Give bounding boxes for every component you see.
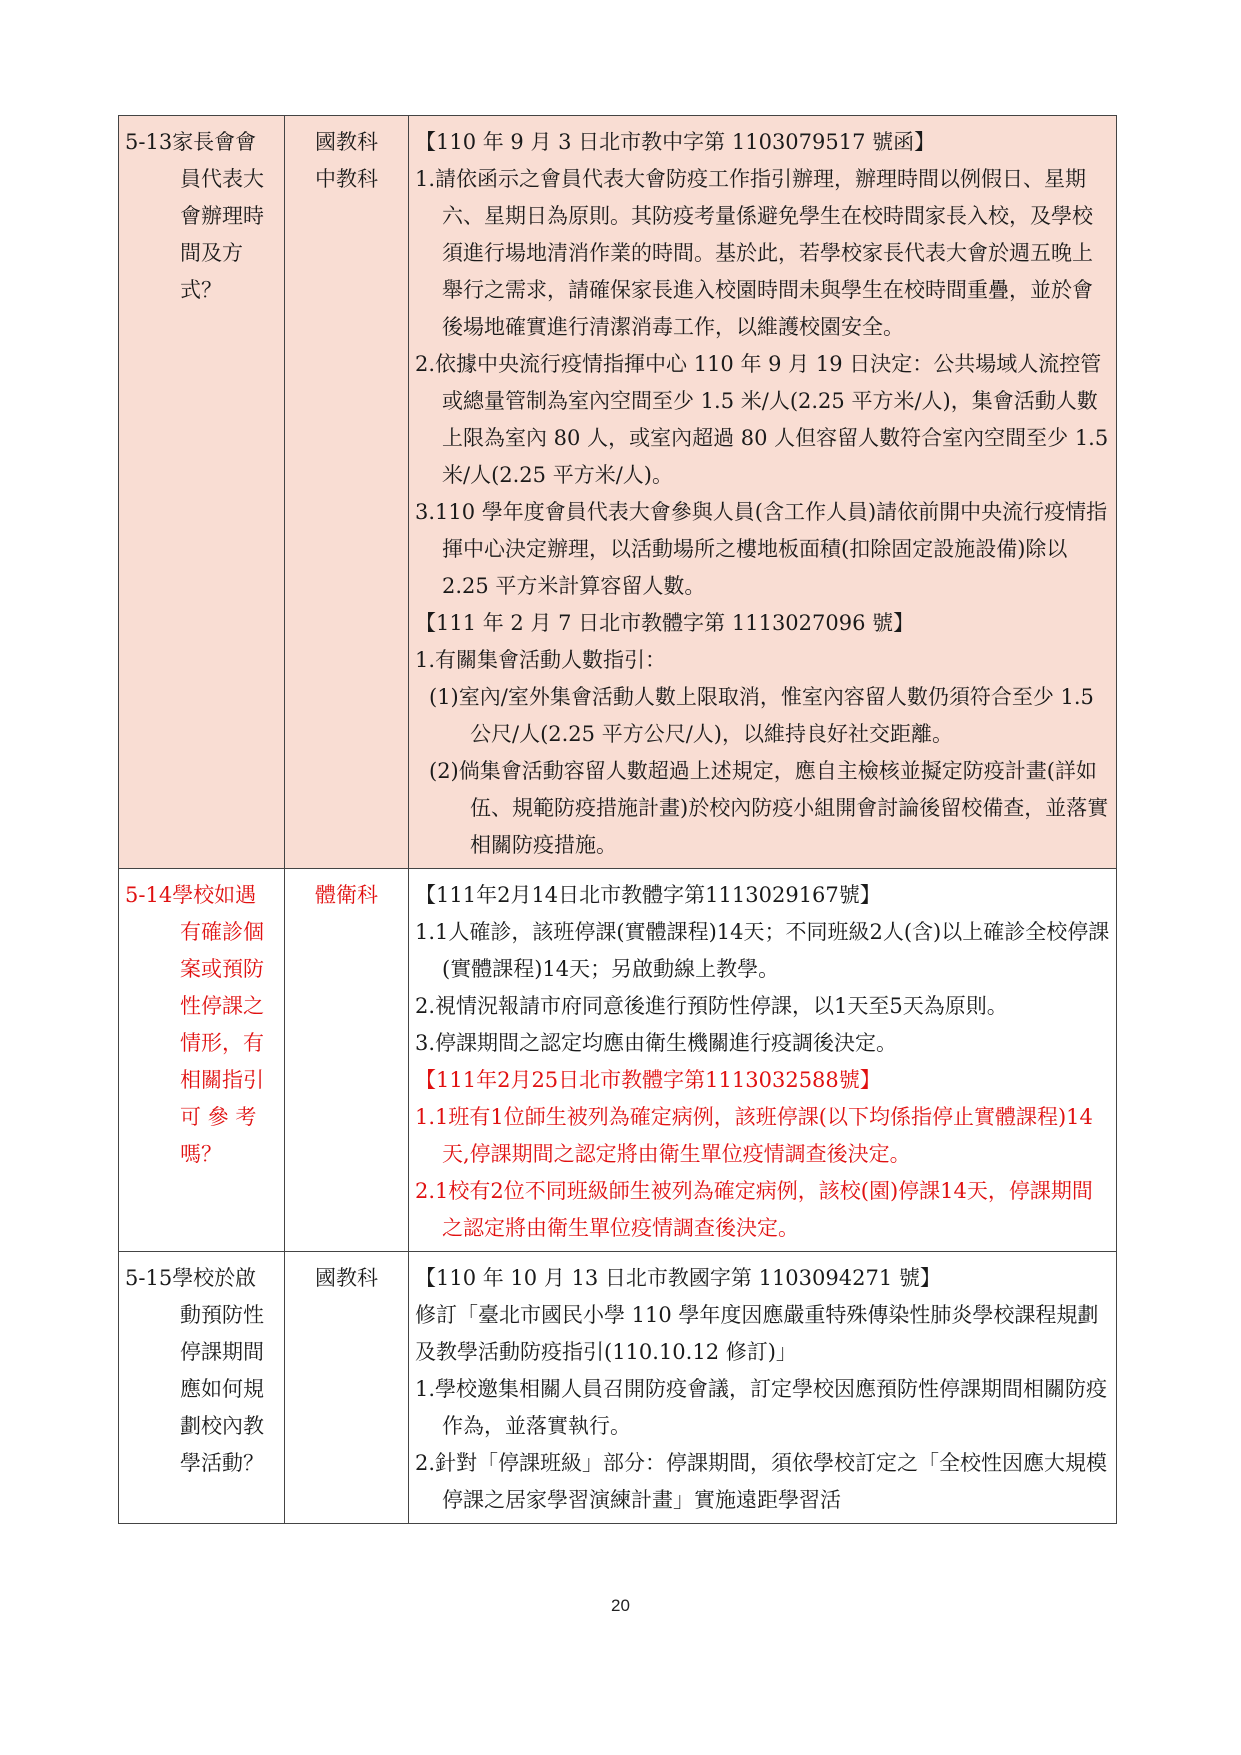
question-text-line: 應如何規 <box>180 1377 264 1401</box>
question-text-line: 案或預防 <box>180 957 264 981</box>
question-text-line: 會辦理時 <box>180 204 264 228</box>
department-cell <box>285 869 409 1252</box>
document-reference: 【111年2月14日北市教體字第1113029167號】 <box>415 883 881 907</box>
answer-item: 1.1班有1位師生被列為確定病例，該班停課(以下均係指停止實體課程)14天,停課期間之認定將由衛生單位疫情調查後決定。 <box>415 1105 1093 1166</box>
document-reference: 【111 年 2 月 7 日北市教體字第 1113027096 號】 <box>415 611 915 635</box>
question-text-line: 式？ <box>180 278 222 302</box>
question-heading <box>125 1266 256 1290</box>
table-row <box>119 116 1117 869</box>
answer-item: 1.1人確診，該班停課(實體課程)14天；不同班級2人(含)以上確診全校停課(實體課程)14天；另啟動線上教學。 <box>415 920 1110 981</box>
answer-item: 3.停課期間之認定均應由衛生機關進行疫調後決定。 <box>415 1031 898 1055</box>
question-text-line: 情形，有 <box>180 1031 264 1055</box>
faq-table-body <box>119 116 1117 1524</box>
question-text-line: 性停課之 <box>180 994 264 1018</box>
question-heading <box>125 130 256 154</box>
question-text-line: 動預防性 <box>180 1303 264 1327</box>
question-text-line: 學活動？ <box>180 1451 264 1475</box>
question-text-line: 停課期間 <box>180 1340 264 1364</box>
answer-item: 2.針對「停課班級」部分：停課期間，須依學校訂定之「全校性因應大規模停課之居家學習演練計畫」實施遠距學習活 <box>415 1451 1108 1512</box>
department-name: 體衛科 <box>315 883 378 907</box>
question-cell <box>119 1252 285 1524</box>
answer-item: (1)室內/室外集會活動人數上限取消，惟室內容留人數仍須符合至少 1.5 公尺/人(2.25 平方公尺/人)，以維持良好社交距離。 <box>429 685 1094 746</box>
question-text-line: 可 參 考 <box>180 1105 257 1129</box>
question-number: 5-15 <box>125 1266 173 1290</box>
question-heading <box>125 883 256 907</box>
department-name: 國教科 <box>315 130 378 154</box>
question-text-line: 劃校內教 <box>180 1414 264 1438</box>
question-text-line: 相關指引 <box>180 1068 264 1092</box>
answer-item: 修訂「臺北市國民小學 110 學年度因應嚴重特殊傳染性肺炎學校課程規劃及教學活動防疫指引(110.10.12 修訂)」 <box>415 1303 1099 1364</box>
department-name: 中教科 <box>315 167 378 191</box>
document-reference: 【110 年 9 月 3 日北市教中字第 1103079517 號函】 <box>415 130 936 154</box>
question-text-first-line: 家長會會 <box>172 130 257 154</box>
question-number: 5-14 <box>125 883 173 907</box>
question-text-line: 有確診個 <box>180 920 264 944</box>
question-text-line: 員代表大 <box>180 167 264 191</box>
document-reference: 【111年2月25日北市教體字第1113032588號】 <box>415 1068 881 1092</box>
answer-cell <box>409 1252 1117 1524</box>
answer-item: 1.學校邀集相關人員召開防疫會議，訂定學校因應預防性停課期間相關防疫作為，並落實執行。 <box>415 1377 1108 1438</box>
department-cell <box>285 1252 409 1524</box>
answer-item: 2.視情況報請市府同意後進行預防性停課，以1天至5天為原則。 <box>415 994 1008 1018</box>
answer-item: 2.1校有2位不同班級師生被列為確定病例，該校(園)停課14天，停課期間之認定將由衛生單位疫情調查後決定。 <box>415 1179 1093 1240</box>
answer-cell <box>409 116 1117 869</box>
question-number: 5-13 <box>125 130 173 154</box>
department-cell <box>285 116 409 869</box>
question-text-line: 間及方 <box>180 241 243 265</box>
answer-item: 2.依據中央流行疫情指揮中心 110 年 9 月 19 日決定：公共場域人流控管或總量管制為室內空間至少 1.5 米/人(2.25 平方米/人)，集會活動人數上限為室內 80 人，或室內超過 80 人但容留人數符合室內空間至少 1.5 米/人(2.25 平方米/人)。 <box>415 352 1109 487</box>
question-text-line: 嗎？ <box>180 1142 222 1166</box>
answer-item: 3.110 學年度會員代表大會參與人員(含工作人員)請依前開中央流行疫情指揮中心決定辦理，以活動場所之樓地板面積(扣除固定設施設備)除以 2.25 平方米計算容留人數。 <box>415 500 1108 598</box>
question-text-first-line: 學校如遇 <box>172 883 257 907</box>
table-row <box>119 1252 1117 1524</box>
table-row <box>119 869 1117 1252</box>
answer-item: (2)倘集會活動容留人數超過上述規定，應自主檢核並擬定防疫計畫(詳如伍、規範防疫措施計畫)於校內防疫小組開會討論後留校備查，並落實相關防疫措施。 <box>429 759 1109 857</box>
faq-table <box>118 115 1117 1524</box>
page-number: 20 <box>611 1596 630 1615</box>
answer-cell <box>409 869 1117 1252</box>
question-text-first-line: 學校於啟 <box>172 1266 257 1290</box>
answer-item: 1.請依函示之會員代表大會防疫工作指引辦理，辦理時間以例假日、星期六、星期日為原則。其防疫考量係避免學生在校時間家長入校，及學校須進行場地清消作業的時間。基於此，若學校家長代表大會於週五晚上舉行之需求，請確保家長進入校園時間未與學生在校時間重疊，並於會後場地確實進行清潔消毒工作，以維護校園安全。 <box>415 167 1093 339</box>
question-cell <box>119 116 285 869</box>
answer-item: 1.有關集會活動人數指引： <box>415 648 667 672</box>
question-cell <box>119 869 285 1252</box>
document-reference: 【110 年 10 月 13 日北市教國字第 1103094271 號】 <box>415 1266 941 1290</box>
department-name: 國教科 <box>315 1266 378 1290</box>
